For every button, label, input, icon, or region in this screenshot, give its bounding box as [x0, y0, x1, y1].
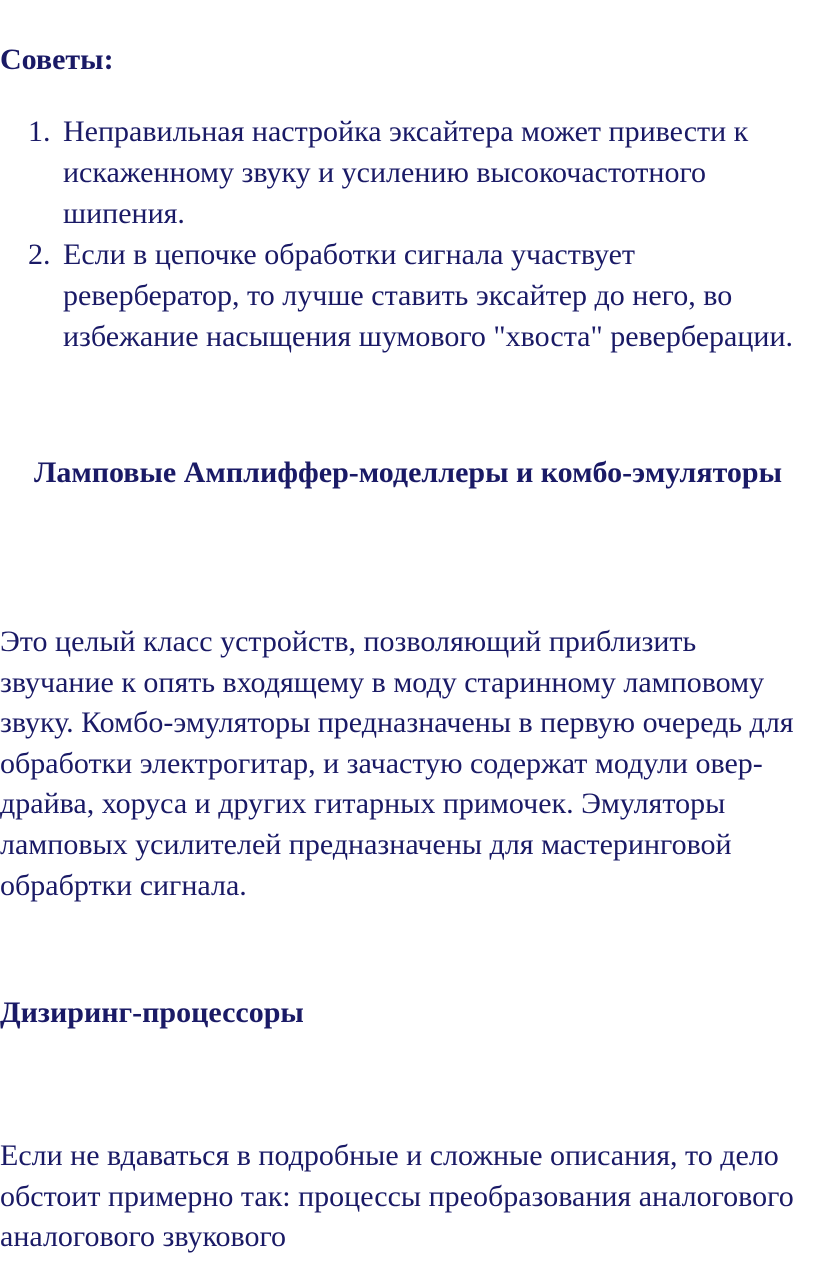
tips-list-item [0, 111, 800, 234]
tips-item-number: 1. [28, 115, 51, 148]
tips-item-text: Если в цепочке обработки сигнала участвует ревербератор, то лучше ставить эксайтер до него, во избежание насыщения шумового "хвоста" реверберации. [63, 238, 794, 353]
dither-section-heading: Дизиринг-процессоры [0, 996, 304, 1029]
tips-list-item [0, 234, 800, 357]
tube-section-paragraph: Это целый класс устройств, позволяющий приблизить звучание к опять входящему в моду старинному ламповому звуку. Комбо-эмуляторы предназначены в первую очередь для обработки электрогитар, и зачастую содержат модули овер-драйва, хоруса и других гитарных примочек. Эмуляторы ламповых усилителей предназначены для мастеринговой обрабртки сигнала. [0, 625, 794, 902]
tube-section-heading: Ламповые Амплиффер-моделлеры и комбо-эмуляторы [33, 456, 783, 489]
tips-item-number: 2. [28, 238, 51, 271]
dither-section-paragraph: Если не вдаваться в подробные и сложные описания, то дело обстоит примерно так: процессы преобразования аналогового аналогового звукового [0, 1139, 794, 1254]
tips-item-text: Неправильная настройка эксайтера может привести к искаженному звуку и усилению высокочастотного шипения. [63, 115, 749, 230]
tips-list [0, 111, 800, 357]
tips-heading: Советы: [0, 43, 114, 76]
